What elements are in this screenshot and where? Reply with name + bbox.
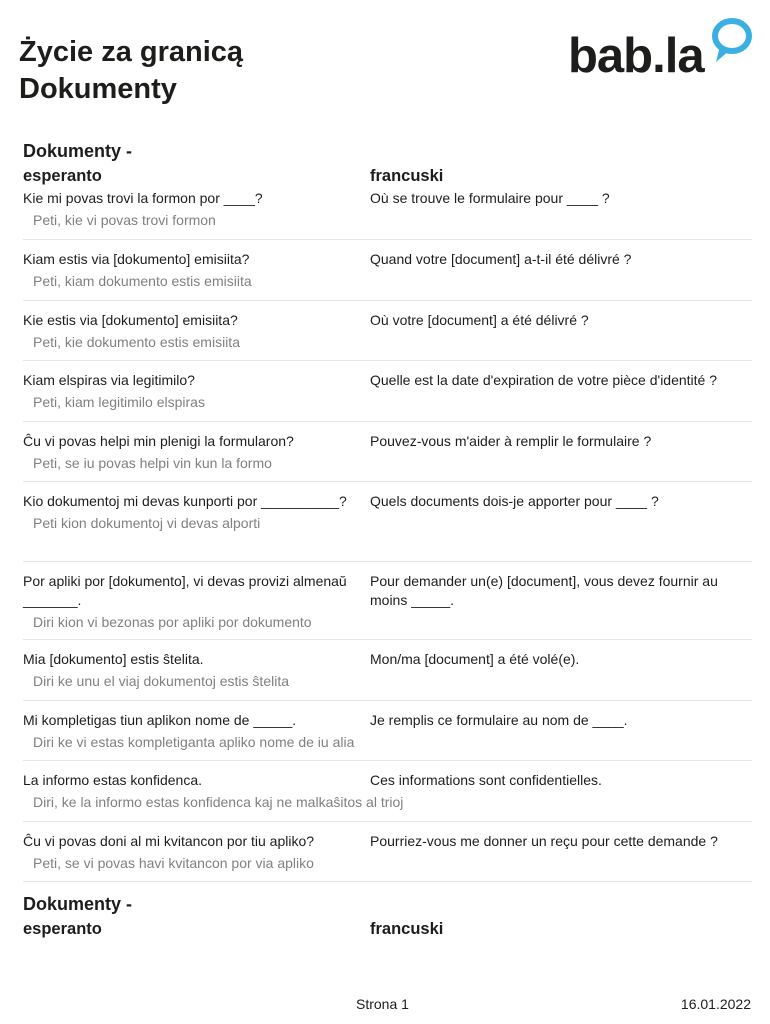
phrase-note: Peti, se vi povas havi kvitancon por via apliko [33,855,314,871]
phrase-target: Où se trouve le formulaire pour ____ ? [370,190,610,206]
phrase-source: Por apliki por [dokumento], vi devas provizi almenaŭ _______. [23,573,347,608]
column-header-source: esperanto [23,920,102,938]
phrase-target: Quand votre [document] a-t-il été délivré ? [370,251,632,267]
phrase-row [23,761,752,822]
phrase-row [23,361,752,422]
phrase-source: Ĉu vi povas doni al mi kvitancon por tiu apliko? [23,833,315,849]
phrase-source: La informo estas konfidenca. [23,772,202,788]
phrase-source: Mia [dokumento] estis ŝtelita. [23,651,204,667]
phrase-source: Kiam elspiras via legitimilo? [23,372,195,388]
phrase-row [23,186,752,240]
phrase-row [23,482,752,562]
section-heading: Dokumenty - [23,141,133,161]
phrase-target: Pour demander un(e) [document], vous devez fournir au moins _____. [370,573,718,608]
phrase-note: Diri ke unu el viaj dokumentoj estis ŝtelita [33,673,290,689]
phrase-source: Kie estis via [dokumento] emisiita? [23,312,238,328]
column-header-target: francuski [370,167,444,185]
phrase-target: Pourriez-vous me donner un reçu pour cette demande ? [370,833,718,849]
phrase-note: Peti, se iu povas helpi vin kun la formo [33,455,272,471]
phrase-target: Où votre [document] a été délivré ? [370,312,589,328]
phrase-note: Diri ke vi estas kompletiganta apliko nome de iu alia [33,734,355,750]
page-number: Strona 1 [356,996,409,1012]
phrase-source: Mi kompletigas tiun aplikon nome de _____. [23,712,297,728]
column-header-source: esperanto [23,167,102,185]
phrase-note: Peti, kiam legitimilo elspiras [33,394,205,410]
babla-logo[interactable] [568,18,758,88]
phrase-note: Peti, kie vi povas trovi formon [33,212,216,228]
page-title [19,34,243,108]
phrase-source: Kie mi povas trovi la formon por ____? [23,190,263,206]
page-title-line2: Dokumenty [19,73,177,105]
phrase-note: Diri kion vi bezonas por apliki por dokumento [33,614,312,630]
phrase-row [23,301,752,361]
phrase-source: Ĉu vi povas helpi min plenigi la formularon? [23,433,294,449]
footer-date: 16.01.2022 [680,996,751,1012]
column-header-target: francuski [370,920,444,938]
phrase-list [23,186,752,882]
phrase-target: Quels documents dois-je apporter pour ____ ? [370,493,659,509]
phrase-note: Peti, kie dokumento estis emisiita [33,334,240,350]
section-heading: Dokumenty - [23,894,133,914]
phrase-target: Ces informations sont confidentielles. [370,772,602,788]
phrase-row [23,562,752,640]
phrase-row [23,422,752,482]
phrase-target: Je remplis ce formulaire au nom de ____. [370,712,628,728]
phrase-target: Mon/ma [document] a été volé(e). [370,651,580,667]
page-title-line1: Życie za granicą [19,36,244,68]
phrase-row [23,701,752,761]
phrase-target: Quelle est la date d'expiration de votre pièce d'identité ? [370,372,718,388]
phrase-note: Peti, kiam dokumento estis emisiita [33,273,252,289]
phrase-source: Kio dokumentoj mi devas kunporti por __________? [23,493,347,509]
phrase-row [23,240,752,301]
phrase-note: Peti kion dokumentoj vi devas alporti [33,515,261,531]
phrase-row [23,822,752,882]
phrase-note: Diri, ke la informo estas konfidenca kaj ne malkaŝitos al trioj [33,794,404,810]
logo-text: bab.la [568,29,704,83]
phrase-row [23,640,752,701]
phrase-target: Pouvez-vous m'aider à remplir le formulaire ? [370,433,652,449]
speech-bubble-icon [708,18,754,68]
phrase-source: Kiam estis via [dokumento] emisiita? [23,251,250,267]
